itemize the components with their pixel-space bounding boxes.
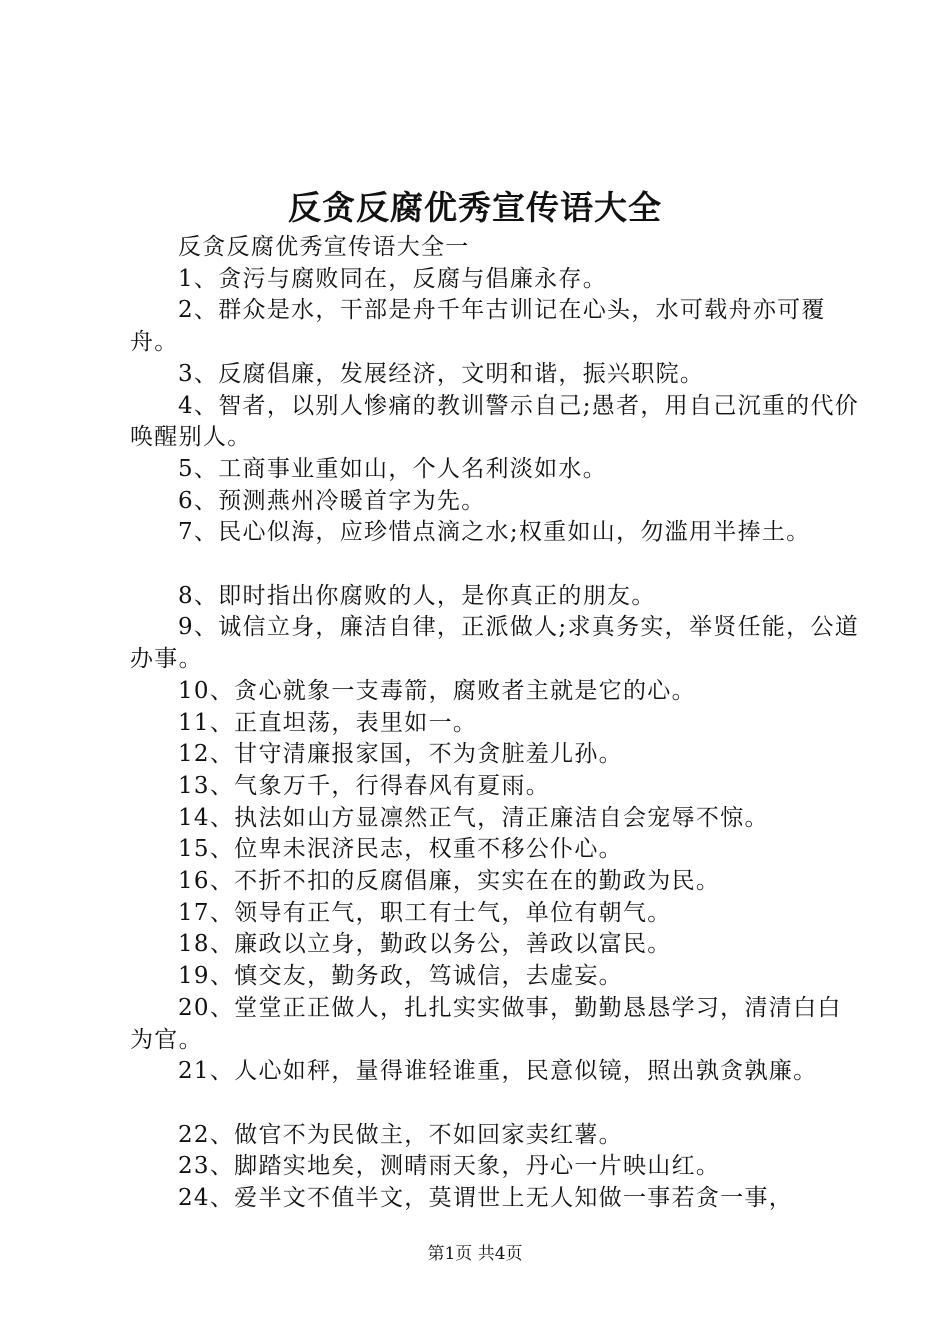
slogan-item: 3、反腐倡廉，发展经济，文明和谐，振兴职院。 [178,360,705,387]
slogan-item: 8、即时指出你腐败的人，是你真正的朋友。 [178,582,656,609]
slogan-item: 20、堂堂正正做人，扎扎实实做事，勤勤恳恳学习，清清白白为官。 [130,994,842,1053]
slogan-item: 6、预测燕州冷暖首字为先。 [178,487,486,514]
slogan-item: 1、贪污与腐败同在，反腐与倡廉永存。 [178,265,608,292]
slogan-item: 13、气象万千，行得春风有夏雨。 [178,772,551,799]
slogan-item: 7、民心似海，应珍惜点滴之水;权重如山，勿滥用半捧土。 [178,519,811,546]
slogan-item: 21、人心如秤，量得谁轻谁重，民意似镜，照出孰贪孰廉。 [178,1058,818,1085]
slogan-item: 24、爱半文不值半文，莫谓世上无人知做一事若贪一事， [178,1185,794,1212]
slogan-item: 12、甘守清廉报家国，不为贪脏羞儿孙。 [178,741,623,768]
section-heading: 反贪反腐优秀宣传语大全一 [178,234,470,260]
slogan-item: 17、领导有正气，职工有士气，单位有朝气。 [178,899,672,926]
page-number: 第1页 共4页 [427,1244,523,1264]
slogan-item: 23、脚踏实地矣，测晴雨天象，丹心一片映山红。 [178,1153,721,1180]
document-title: 反贪反腐优秀宣传语大全 [288,188,662,227]
slogan-item: 2、群众是水，干部是舟千年古训记在心头，水可载舟亦可覆舟。 [130,297,826,356]
slogan-item: 9、诚信立身，廉洁自律，正派做人;求真务实，举贤任能，公道办事。 [130,614,860,673]
slogan-item: 11、正直坦荡，表里如一。 [178,709,478,736]
slogan-item: 16、不折不扣的反腐倡廉，实实在在的勤政为民。 [178,868,721,895]
slogan-item: 14、执法如山方显凛然正气，清正廉洁自会宠辱不惊。 [178,804,769,831]
slogan-item: 10、贪心就象一支毒箭，腐败者主就是它的心。 [178,677,696,704]
slogan-item: 18、廉政以立身，勤政以务公，善政以富民。 [178,931,672,958]
slogan-item: 4、智者，以别人惨痛的教训警示自己;愚者，用自己沉重的代价唤醒别人。 [130,392,860,451]
slogan-item: 19、慎交友，勤务政，笃诚信，去虚妄。 [178,963,623,990]
slogan-item: 22、做官不为民做主，不如回家卖红薯。 [178,1121,623,1148]
document-body [130,232,865,1215]
slogan-item: 5、工商事业重如山，个人名利淡如水。 [178,455,608,482]
slogan-item: 15、位卑未泯济民志，权重不移公仆心。 [178,836,623,863]
